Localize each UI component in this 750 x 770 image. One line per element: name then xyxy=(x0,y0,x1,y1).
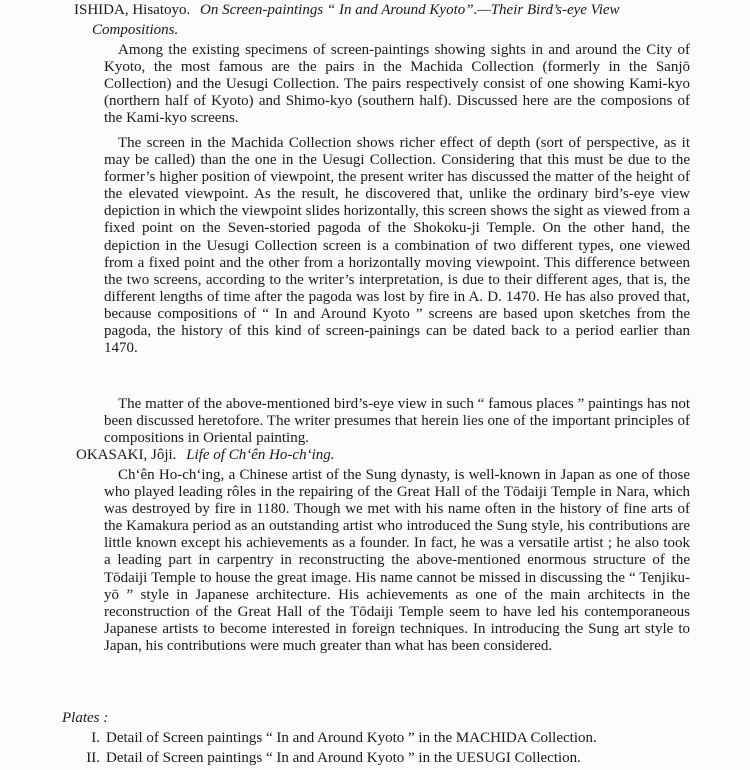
entry2-author: OKASAKI, Jôji. xyxy=(76,447,177,463)
entry1-title: On Screen-paintings “ In and Around Kyoto”.—Their Bird’s-eye View xyxy=(200,2,620,18)
paragraph-text: The matter of the above-mentioned bird’s-eye view in such “ famous places ” paintings has not been discussed heretofore. The writer presumes that herein lies one of the important principles of compositions in Oriental painting. xyxy=(104,396,690,447)
plate-number: II. xyxy=(86,750,100,766)
entry1-title-continued: Compositions. xyxy=(92,22,179,38)
plate-caption: Detail of Screen paintings “ In and Around Kyoto ” in the UESUGI Collection. xyxy=(106,750,581,766)
plate-item xyxy=(76,750,581,767)
entry1-heading xyxy=(74,2,620,19)
paragraph-text: Ch‘ên Ho-ch‘ing, a Chinese artist of the Sung dynasty, is well-known in Japan as one of those who played leading rôles in the repairing of the Great Hall of the Tōdaiji Temple in Nara, which was destroyed by fire in 1180. Though we met with his name often in the history of fine arts of the Kamakura period as an outstanding artist who introduced the Sung style, his contributions are little known except his achievements as a founder. In fact, he was a versatile artist ; he also took a leading part in carpentry in reconstructing the above-mentioned enormous structure of the Tōdaiji Temple to house the great image. His name cannot be missed in discussing the “ Tenjiku-yō ” style in Japanese architecture. His achievements as one of the main architects in the reconstruction of the Great Hall of the Tōdaiji Temple seem to have led his contemporaneous Japanese artists to become interested in foreign techniques. In introducing the Sung art style to Japan, his contributions were much greater than what has been considered. xyxy=(104,467,690,654)
entry1-paragraph-3 xyxy=(104,396,690,447)
plates-label: Plates : xyxy=(62,710,109,726)
paragraph-text: Among the existing specimens of screen-paintings showing sights in and around the City of Kyoto, the most famous are the pairs in the Machida Collection (formerly in the Sanjō Collection) and the Uesugi Collection. The pairs respectively consist of one showing Kami-kyo (northern half of Kyoto) and Shimo-kyo (southern half). Discussed here are the composions of the Kami-kyo screens. xyxy=(104,42,690,127)
plate-item xyxy=(76,730,597,747)
entry2-heading xyxy=(76,447,335,464)
entry1-paragraph-2 xyxy=(104,135,690,357)
plate-number: I. xyxy=(91,730,100,746)
entry1-author: ISHIDA, Hisatoyo. xyxy=(74,2,191,18)
entry1-paragraph-1 xyxy=(104,42,690,130)
entry2-title: Life of Ch‘ên Ho-ch‘ing. xyxy=(186,447,335,463)
paragraph-text: The screen in the Machida Collection shows richer effect of depth (sort of perspective, as it may be called) than the one in the Uesugi Collection. Considering that this must be due to the former’s higher position of viewpoint, the present writer has discussed the matter of the height of the elevated viewpoint. As the result, he discovered that, unlike the ordinary bird’s-eye view depiction in which the viewpoint slides horizontally, this screen shows the sight as viewed from a fixed point on the Seven-storied pagoda of the Shokoku-ji Temple. On the other hand, the depiction in the Uesugi Collection screen is a combination of two different types, one viewed from a fixed point and the other from a horizontally moving viewpoint. This difference between the two screens, according to the writer’s interpretation, is due to their different ages, that is, the different lengths of time after the pagoda was lost by fire in A. D. 1470. He has also proved that, because compositions of “ In and Around Kyoto ” screens are based upon sketches from the pagoda, the history of this kind of screen-painings can be dated back to a period earlier than 1470. xyxy=(104,135,690,357)
plate-caption: Detail of Screen paintings “ In and Around Kyoto ” in the MACHIDA Collection. xyxy=(106,730,597,746)
entry2-paragraph-1 xyxy=(104,467,690,655)
